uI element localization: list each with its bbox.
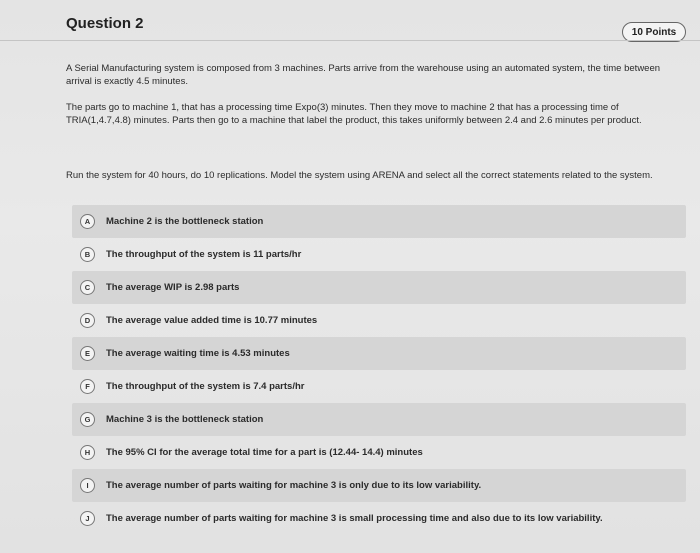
option-letter-e: E bbox=[80, 346, 95, 361]
question-paragraph-2: The parts go to machine 1, that has a processing time Expo(3) minutes. Then they move to machine 2 that has a processing time of TRIA(1,4.7,4.8) minutes. Parts then go to a machine that label the product, this takes uniformly between 2.4 and 2.6 minutes per product. bbox=[66, 102, 642, 126]
option-letter-g: G bbox=[80, 412, 95, 427]
option-letter-i: I bbox=[80, 478, 95, 493]
option-c[interactable] bbox=[72, 271, 686, 304]
question-paragraph-1: A Serial Manufacturing system is composed from 3 machines. Parts arrive from the warehouse using an automated system, the time between arrival is exactly 4.5 minutes. bbox=[66, 63, 661, 87]
answer-options bbox=[72, 205, 686, 535]
option-text-i: The average number of parts waiting for machine 3 is only due to its low variability. bbox=[106, 480, 482, 491]
option-text-g: Machine 3 is the bottleneck station bbox=[106, 414, 264, 425]
option-letter-b: B bbox=[80, 247, 95, 262]
option-text-d: The average value added time is 10.77 minutes bbox=[106, 315, 318, 326]
option-g[interactable] bbox=[72, 403, 686, 436]
option-letter-d: D bbox=[80, 313, 95, 328]
question-paragraph-3: Run the system for 40 hours, do 10 replications. Model the system using ARENA and select all the correct statements related to the system. bbox=[66, 170, 653, 181]
option-letter-a: A bbox=[80, 214, 95, 229]
option-h[interactable] bbox=[72, 436, 686, 469]
option-text-c: The average WIP is 2.98 parts bbox=[106, 282, 240, 293]
option-d[interactable] bbox=[72, 304, 686, 337]
option-f[interactable] bbox=[72, 370, 686, 403]
option-letter-j: J bbox=[80, 511, 95, 526]
points-badge: 10 Points bbox=[622, 22, 686, 42]
option-text-e: The average waiting time is 4.53 minutes bbox=[106, 348, 290, 359]
option-j[interactable] bbox=[72, 502, 686, 535]
option-text-a: Machine 2 is the bottleneck station bbox=[106, 216, 264, 227]
option-a[interactable] bbox=[72, 205, 686, 238]
header-divider bbox=[0, 40, 700, 41]
option-b[interactable] bbox=[72, 238, 686, 271]
option-e[interactable] bbox=[72, 337, 686, 370]
option-text-h: The 95% CI for the average total time for a part is (12.44- 14.4) minutes bbox=[106, 447, 423, 458]
option-i[interactable] bbox=[72, 469, 686, 502]
option-text-b: The throughput of the system is 11 parts/hr bbox=[106, 249, 302, 260]
option-letter-c: C bbox=[80, 280, 95, 295]
option-text-f: The throughput of the system is 7.4 parts/hr bbox=[106, 381, 305, 392]
option-letter-h: H bbox=[80, 445, 95, 460]
option-text-j: The average number of parts waiting for machine 3 is small processing time and also due to its low variability. bbox=[106, 513, 603, 524]
question-title: Question 2 bbox=[66, 15, 144, 32]
option-letter-f: F bbox=[80, 379, 95, 394]
